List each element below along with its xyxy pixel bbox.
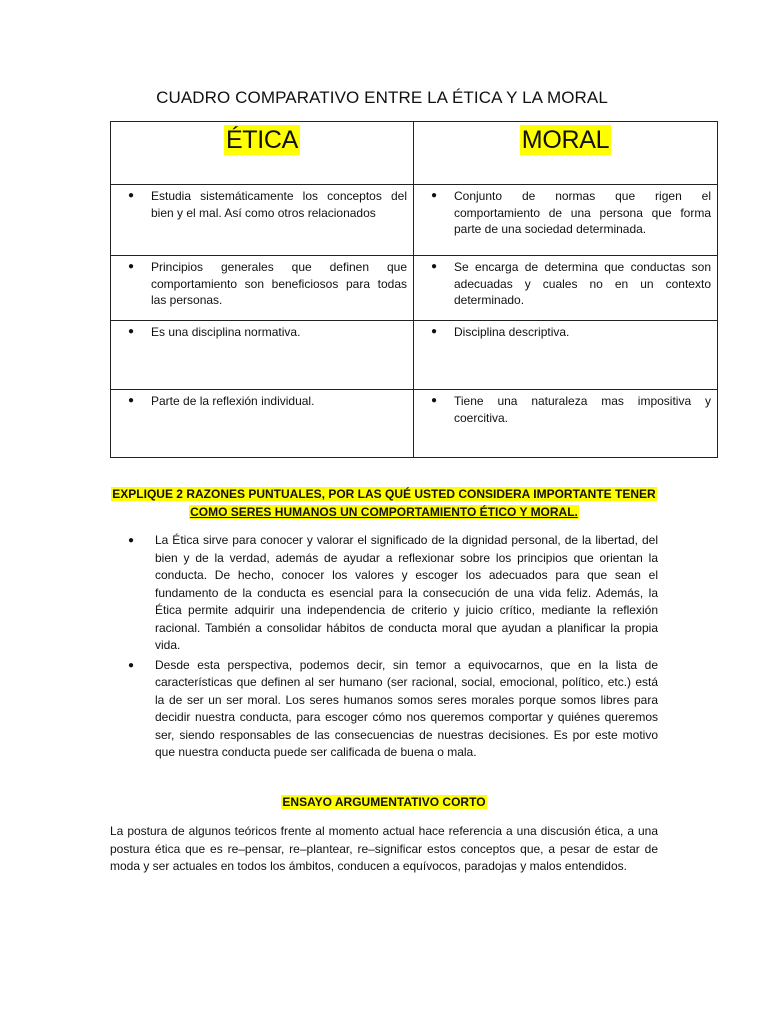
question-line-2: COMO SERES HUMANOS UN COMPORTAMIENTO ÉTICO Y MORAL. bbox=[190, 504, 578, 519]
etica-cell-text: Es una disciplina normativa. bbox=[151, 325, 301, 339]
reason-text: La Ética sirve para conocer y valorar el significado de la dignidad personal, de la libertad, del bien y de la verdad, además de ayudar a reflexionar sobre los principios que orientan la conducta. De hecho, conocer los valores y escoger los adecuados para que sean el fundamento de la conducta es esencial para la consecución de una vida feliz. Además, la Ética permite adquirir una independencia de criterio y juicio crítico, mediante la reflexión racional. También a consolidar hábitos de conducta moral que ayudan a planificar la propia vida. bbox=[155, 533, 658, 652]
etica-cell bbox=[111, 256, 414, 321]
question-heading bbox=[0, 486, 768, 521]
etica-cell bbox=[111, 390, 414, 458]
bullet-icon: ● bbox=[127, 395, 135, 406]
table-row bbox=[111, 185, 718, 256]
reasons-list bbox=[118, 532, 658, 764]
moral-cell bbox=[414, 390, 718, 458]
reason-text: Desde esta perspectiva, podemos decir, sin temor a equivocarnos, que en la lista de características que definen al ser humano (ser racional, social, emocional, político, etc.) está la de ser un ser moral. Los seres humanos somos seres morales porque somos libres para decidir nuestra conducta, para escoger cómo nos queremos comportar y quiénes queremos ser, siendo responsables de las consecuencias de nuestras decisiones. Es por este motivo que nuestra conducta puede ser calificada de buena o mala. bbox=[155, 657, 658, 759]
document-title: CUADRO COMPARATIVO ENTRE LA ÉTICA Y LA MORAL bbox=[156, 88, 608, 107]
moral-cell-text: Se encarga de determina que conductas son adecuadas y cuales no en un contexto determinado. bbox=[454, 260, 711, 307]
question-line-1: EXPLIQUE 2 RAZONES PUNTUALES, POR LAS QUÉ USTED CONSIDERA IMPORTANTE TENER bbox=[112, 487, 656, 501]
list-item bbox=[118, 657, 658, 762]
bullet-icon: ● bbox=[128, 659, 135, 671]
header-cell-moral bbox=[414, 122, 718, 185]
header-moral: MORAL bbox=[521, 126, 610, 154]
table-header-row bbox=[111, 122, 718, 185]
etica-cell bbox=[111, 185, 414, 256]
header-cell-etica bbox=[111, 122, 414, 185]
etica-cell bbox=[111, 321, 414, 390]
moral-cell bbox=[414, 321, 718, 390]
moral-cell bbox=[414, 256, 718, 321]
moral-cell-text: Tiene una naturaleza mas impositiva y coercitiva. bbox=[454, 394, 711, 425]
comparison-table bbox=[110, 121, 718, 458]
bullet-icon: ● bbox=[128, 535, 135, 546]
bullet-icon: ● bbox=[127, 261, 135, 272]
etica-cell-text: Parte de la reflexión individual. bbox=[151, 394, 315, 408]
etica-cell-text: Estudia sistemáticamente los conceptos del bien y el mal. Así como otros relacionados bbox=[151, 189, 407, 220]
moral-cell-text: Conjunto de normas que rigen el comportamiento de una persona que forma parte de una sociedad determinada. bbox=[454, 189, 711, 236]
list-item bbox=[118, 532, 658, 655]
header-etica: ÉTICA bbox=[225, 126, 299, 154]
bullet-icon: ● bbox=[430, 326, 438, 337]
bullet-icon: ● bbox=[430, 395, 438, 406]
moral-cell-text: Disciplina descriptiva. bbox=[454, 325, 570, 339]
bullet-icon: ● bbox=[127, 326, 135, 337]
table-row bbox=[111, 256, 718, 321]
table-row bbox=[111, 321, 718, 390]
bullet-icon: ● bbox=[430, 261, 438, 272]
essay-heading: ENSAYO ARGUMENTATIVO CORTO bbox=[282, 795, 486, 809]
essay-paragraph: La postura de algunos teóricos frente al momento actual hace referencia a una discusión ética, a una postura ética que es re–pensar, re–plantear, re–significar estos conceptos que, a pesar de estar de moda y ser actuales en todos los ámbitos, conducen a equívocos, paradojas y malos entendidos. bbox=[110, 824, 658, 873]
etica-cell-text: Principios generales que definen que comportamiento son beneficiosos para todas las personas. bbox=[151, 260, 407, 307]
table-row bbox=[111, 390, 718, 458]
bullet-icon: ● bbox=[127, 190, 135, 201]
bullet-icon: ● bbox=[430, 190, 438, 201]
moral-cell bbox=[414, 185, 718, 256]
